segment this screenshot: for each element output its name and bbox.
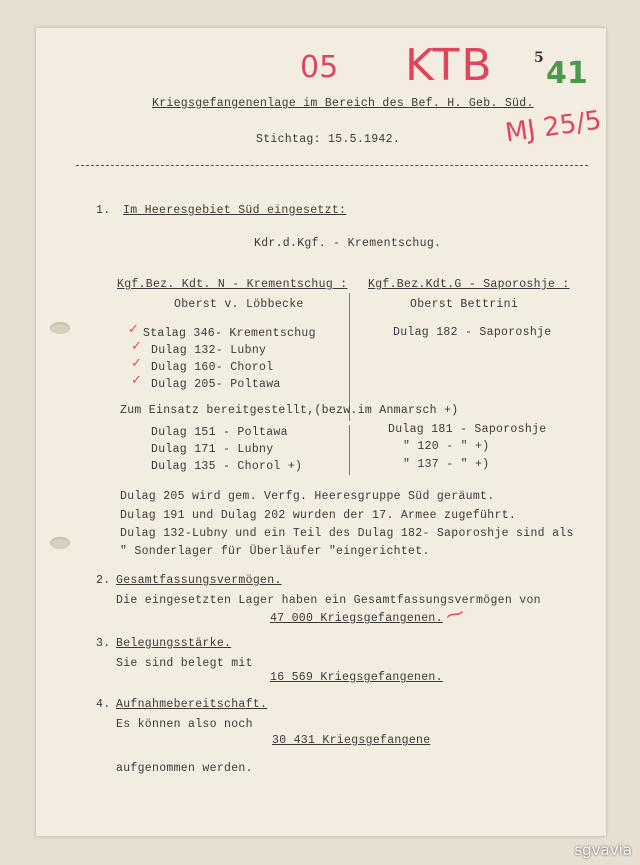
section-4-closing: aufgenommen werden. <box>116 762 253 775</box>
right-district-title: Kgf.Bez.Kdt.G - Saporoshje : <box>368 278 570 291</box>
red-checkmark: ✓ <box>131 339 142 354</box>
ready-left-camp: Dulag 171 - Lubny <box>151 443 274 456</box>
section-2-text: Die eingesetzten Lager haben ein Gesamtfassungsvermögen von <box>116 594 541 607</box>
note-line: Dulag 205 wird gem. Verfg. Heeresgruppe Süd geräumt. <box>120 490 495 503</box>
handwritten-initials: MJ 25/5 <box>503 105 604 149</box>
ready-line <box>120 404 458 417</box>
command-line: Kdr.d.Kgf. - Krementschug. <box>254 237 442 250</box>
column-divider <box>349 293 350 421</box>
handwritten-ref-code: 05 <box>300 50 339 85</box>
left-camp: Dulag 160- Chorol <box>151 361 274 374</box>
document-title: Kriegsgefangenenlage im Bereich des Bef. H. Geb. Süd. <box>152 97 534 110</box>
dashed-separator <box>76 165 588 166</box>
note-line: " Sonderlager für Überläufer "eingerichtet. <box>120 545 430 558</box>
red-checkmark: ✓ <box>131 356 142 371</box>
left-camp: Dulag 132- Lubny <box>151 344 267 357</box>
ready-line-text: Zum Einsatz bereitgestellt,(bezw.im Anmarsch +) <box>120 404 459 417</box>
section-3-heading: Belegungsstärke. <box>116 637 232 650</box>
section-2-heading: Gesamtfassungsvermögen. <box>116 574 282 587</box>
section-3-text: Sie sind belegt mit <box>116 657 253 670</box>
left-commander: Oberst v. Löbbecke <box>174 298 304 311</box>
red-pen-stroke: ⁓ <box>443 602 467 627</box>
section-4-value: 30 431 Kriegsgefangene <box>272 734 431 747</box>
right-commander: Oberst Bettrini <box>410 298 519 311</box>
handwritten-ktb: KTB <box>405 40 494 91</box>
watermark: sgvavia <box>574 841 632 859</box>
ready-right-camp: " 120 - " +) <box>403 440 490 453</box>
note-line: Dulag 191 und Dulag 202 wurden der 17. Armee zugeführt. <box>120 509 517 522</box>
section-1-number: 1. <box>96 204 111 217</box>
punch-hole-bottom <box>50 537 70 549</box>
red-checkmark: ✓ <box>128 322 139 337</box>
date-line: Stichtag: 15.5.1942. <box>256 133 401 146</box>
section-4-heading: Aufnahmebereitschaft. <box>116 698 268 711</box>
section-2-value: 47 000 Kriegsgefangenen. <box>270 612 443 625</box>
section-4-number: 4. <box>96 698 111 711</box>
red-checkmark: ✓ <box>131 373 142 388</box>
ready-right-camp: Dulag 181 - Saporoshje <box>388 423 547 436</box>
section-4-text: Es können also noch <box>116 718 253 731</box>
left-district-title: Kgf.Bez. Kdt. N - Krementschug : <box>117 278 348 291</box>
left-camp: Stalag 346- Krementschug <box>143 327 316 340</box>
section-3-value: 16 569 Kriegsgefangenen. <box>270 671 443 684</box>
section-2-number: 2. <box>96 574 111 587</box>
note-line: Dulag 132-Lubny und ein Teil des Dulag 182- Saporoshje sind als <box>120 527 574 540</box>
section-1-heading: Im Heeresgebiet Süd eingesetzt: <box>123 204 347 217</box>
punch-hole-top <box>50 322 70 334</box>
folio-number: 5 <box>534 50 544 66</box>
left-camp: Dulag 205- Poltawa <box>151 378 281 391</box>
ready-right-camp: " 137 - " +) <box>403 458 490 471</box>
right-camp: Dulag 182 - Saporoshje <box>393 326 552 339</box>
ready-left-camp: Dulag 151 - Poltawa <box>151 426 288 439</box>
section-3-number: 3. <box>96 637 111 650</box>
folio-stamp: 41 <box>546 56 588 91</box>
column-divider-lower <box>349 425 350 475</box>
ready-left-camp: Dulag 135 - Chorol +) <box>151 460 303 473</box>
